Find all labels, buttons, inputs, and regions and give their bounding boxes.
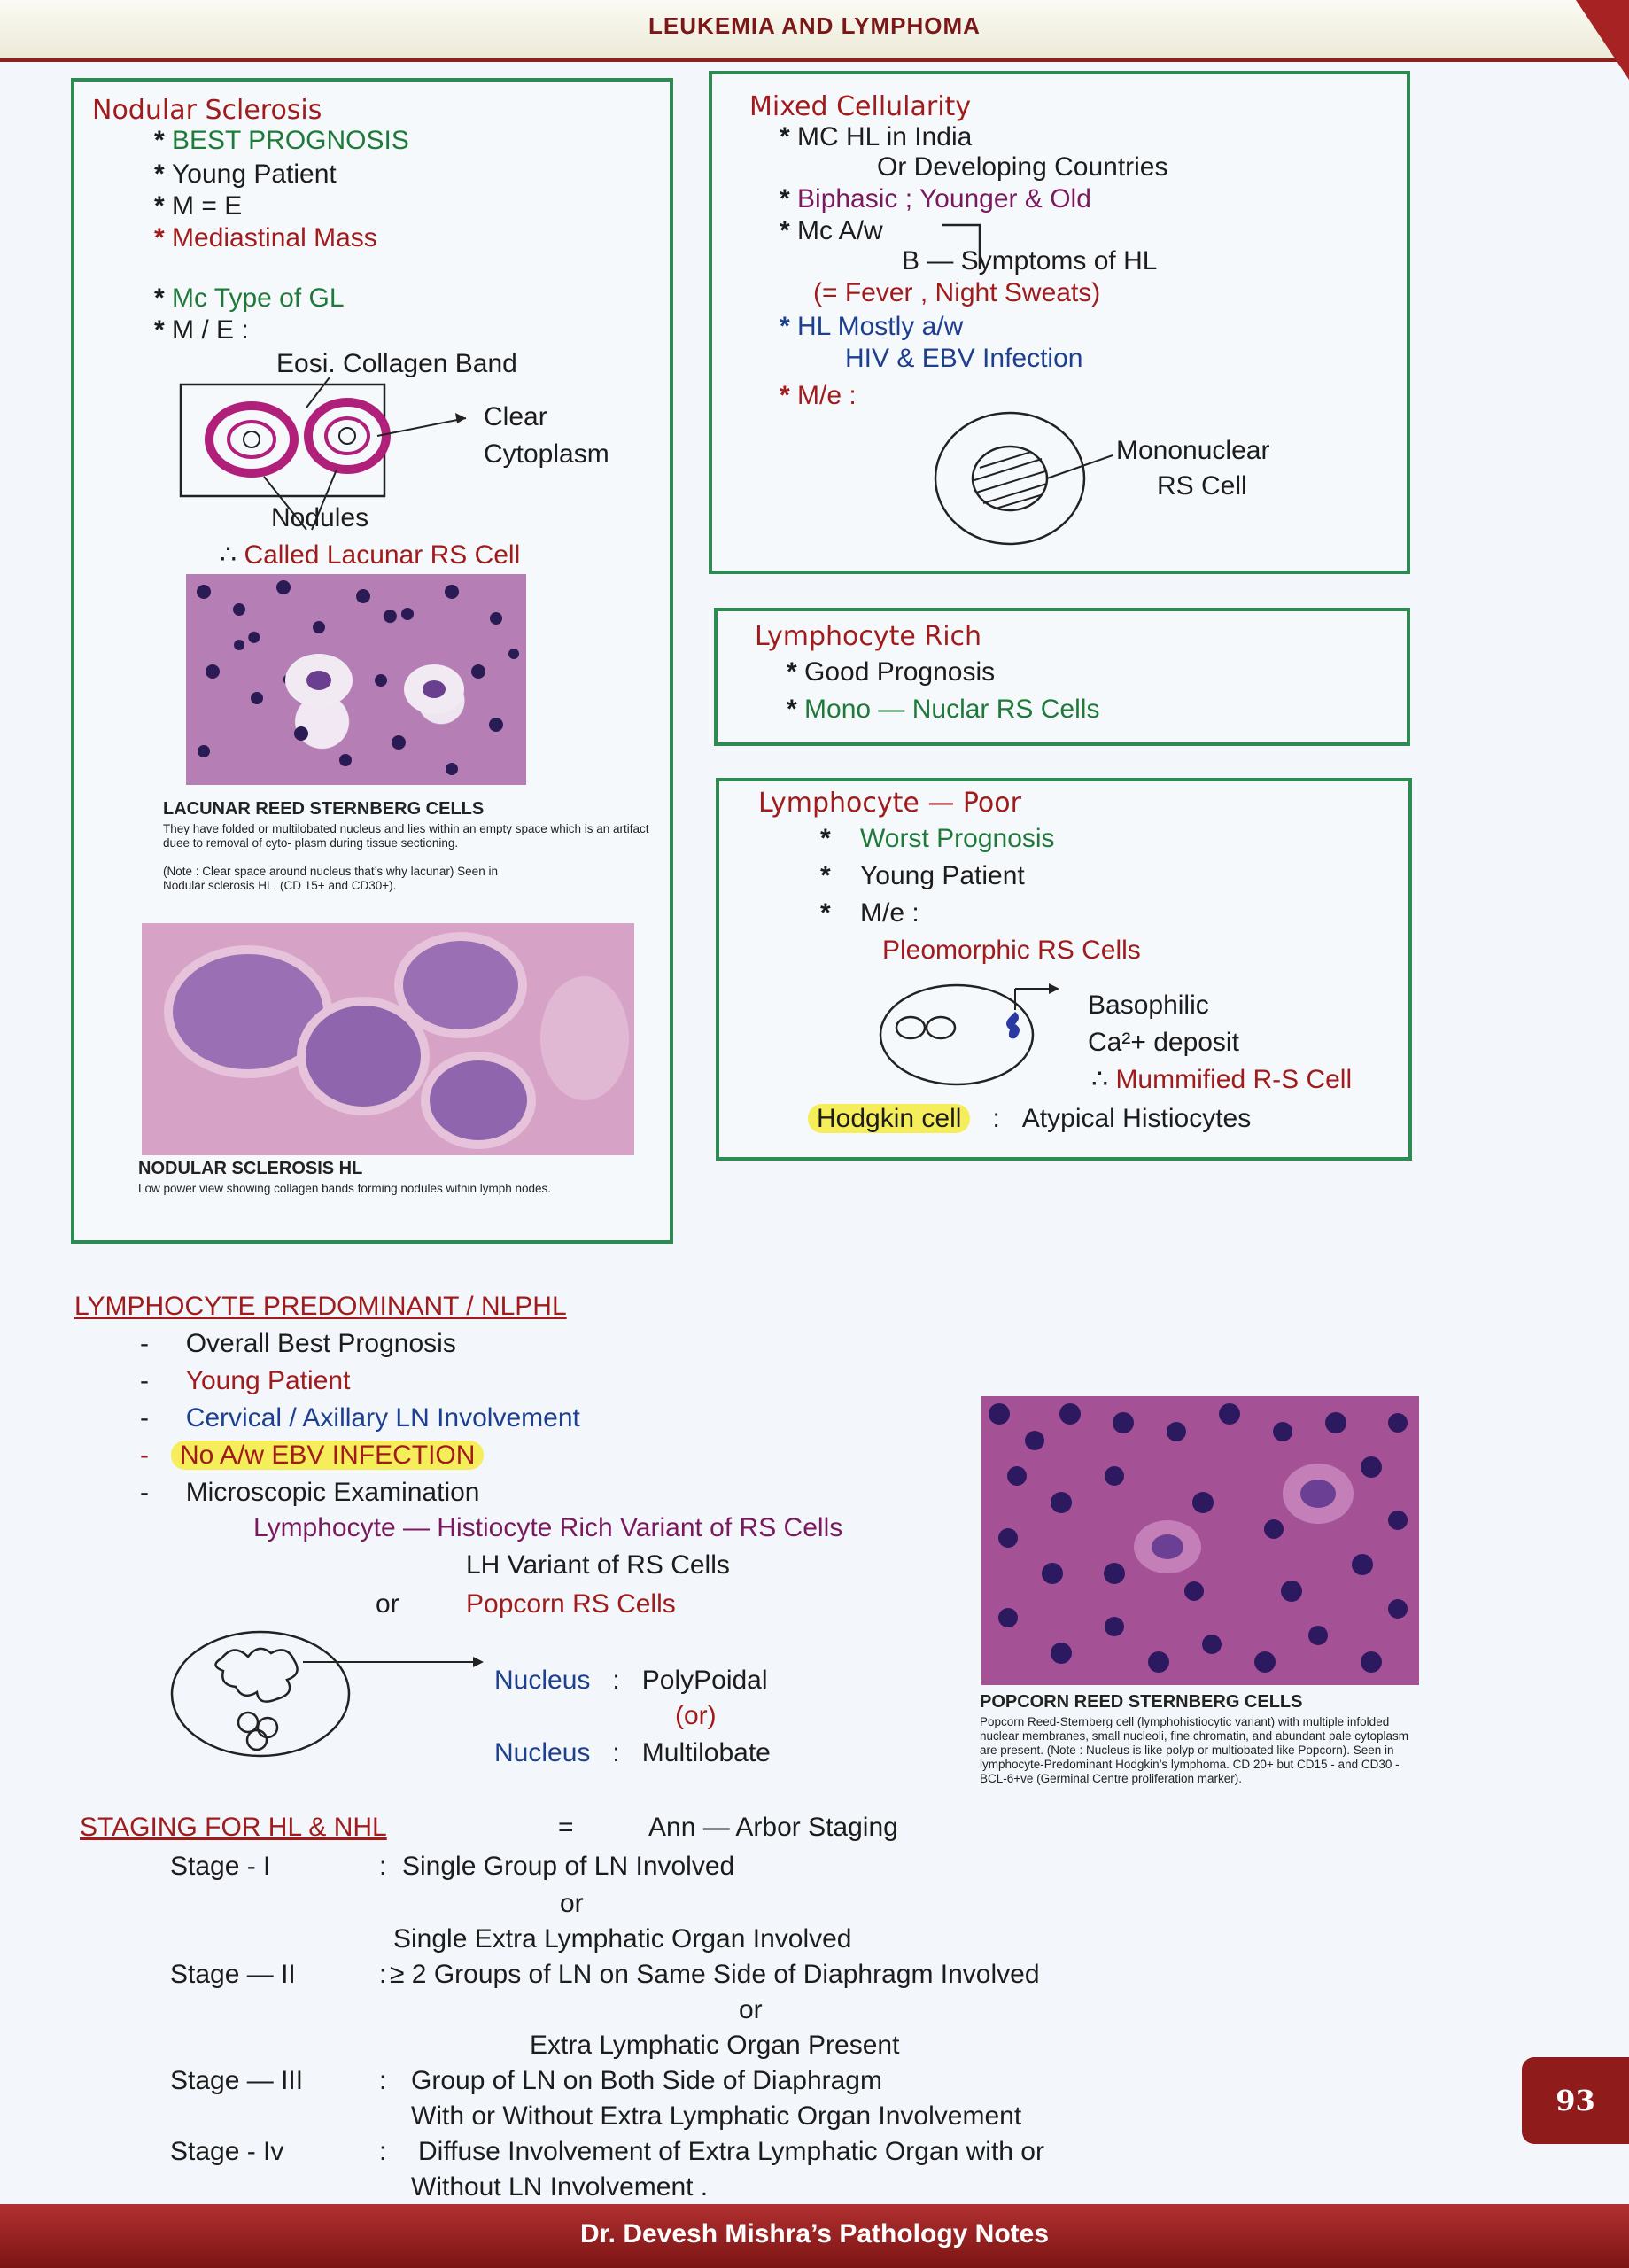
or-paren: (or) — [675, 1701, 717, 1730]
called-lacunar: ∴ Called Lacunar RS Cell — [220, 540, 521, 570]
mononuclear-label: Mononuclear — [1116, 436, 1270, 465]
stage-colon: : — [379, 2066, 387, 2095]
fig-lacunar-note: (Note : Clear space around nucleus that’s why lacunar) Seen in Nodular sclerosis HL. (CD 15+ and CD30+). — [163, 865, 498, 892]
mixed-title: Mixed Cellularity — [749, 91, 972, 122]
mummified-label: ∴ Mummified R-S Cell — [1091, 1065, 1353, 1094]
nlphl-item: - No A/w EBV INFECTION — [140, 1439, 484, 1472]
nodular-point: * M / E : — [154, 315, 249, 345]
diagram-label-nodules: Nodules — [271, 503, 369, 532]
stage-4-label: Stage - Iv — [170, 2137, 284, 2166]
fig-nodular-title: NODULAR SCLEROSIS HL — [138, 1159, 363, 1178]
page-header-title: LEUKEMIA AND LYMPHOMA — [648, 12, 981, 39]
fig-lacunar-text: They have folded or multilobated nucleus and lies within an empty space which is an artifact duee to removal of cyto- plasm during tissue sectioning. — [163, 822, 649, 850]
stage-4-text-a: Diffuse Involvement of Extra Lymphatic Organ with or — [418, 2137, 1044, 2166]
stage-4-text-b: Without LN Involvement . — [411, 2172, 709, 2202]
nlphl-item: - Microscopic Examination — [140, 1478, 480, 1507]
diagram-label-collagen: Eosi. Collagen Band — [276, 349, 517, 378]
nlphl-item: - Overall Best Prognosis — [140, 1329, 456, 1358]
mixed-line: * HL Mostly a/w — [780, 312, 964, 341]
page-number-badge: 93 — [1522, 2057, 1629, 2144]
corner-decoration — [1576, 0, 1629, 80]
basophilic-label: Basophilic — [1088, 990, 1209, 1020]
popcorn-micrograph-image — [981, 1396, 1419, 1685]
nodular-point: * Mediastinal Mass — [154, 223, 377, 252]
stage-or: or — [560, 1889, 584, 1918]
nlphl-item: - Young Patient — [140, 1366, 351, 1395]
pleomorphic-label: Pleomorphic RS Cells — [882, 936, 1141, 965]
nucleus-multilobate-row: Nucleus : Multilobate — [494, 1738, 771, 1767]
lpoor-point: * Young Patient — [820, 861, 1025, 890]
lh-variant-title: Lymphocyte — Histiocyte Rich Variant of RS Cells — [253, 1513, 843, 1542]
popcorn-label: Popcorn RS Cells — [466, 1589, 676, 1619]
ann-arbor: Ann — Arbor Staging — [648, 1813, 898, 1842]
stage-3-text-a: Group of LN on Both Side of Diaphragm — [411, 2066, 882, 2095]
lpoor-title: Lymphocyte — Poor — [758, 788, 1021, 819]
stage-2-label: Stage — II — [170, 1960, 296, 1989]
mixed-line: * MC HL in India — [780, 122, 973, 151]
lh-variant: LH Variant of RS Cells — [466, 1550, 730, 1580]
nodular-point: * M = E — [154, 191, 243, 221]
stage-1-text-a: Single Group of LN Involved — [402, 1852, 735, 1881]
mixed-line: (= Fever , Night Sweats) — [813, 278, 1101, 307]
lacunar-micrograph-image — [186, 574, 526, 785]
mixed-line: B — Symptoms of HL — [902, 246, 1158, 276]
fig-popcorn-title: POPCORN REED STERNBERG CELLS — [980, 1692, 1303, 1712]
stage-3-label: Stage — III — [170, 2066, 304, 2095]
or-text: or — [376, 1589, 399, 1619]
mixed-line: HIV & EBV Infection — [845, 344, 1083, 373]
nodular-point: * Mc Type of GL — [154, 284, 345, 313]
nodular-title: Nodular Sclerosis — [92, 95, 322, 126]
stage-3-text-b: With or Without Extra Lymphatic Organ Involvement — [411, 2101, 1022, 2131]
staging-title: STAGING FOR HL & NHL — [80, 1813, 387, 1842]
nodular-point: * Young Patient — [154, 159, 337, 189]
ca-deposit-label: Ca²+ deposit — [1088, 1028, 1239, 1057]
nucleus-polypoidal-row: Nucleus : PolyPoidal — [494, 1666, 768, 1695]
rs-cell-label: RS Cell — [1157, 471, 1247, 501]
staging-equals: = — [558, 1813, 574, 1842]
mixed-line: * Biphasic ; Younger & Old — [780, 184, 1091, 214]
stage-colon: : — [379, 2137, 387, 2166]
fig-lacunar-title: LACUNAR REED STERNBERG CELLS — [163, 799, 485, 819]
lpoor-point: * M/e : — [820, 898, 919, 928]
mixed-line: * Mc A/w — [780, 216, 883, 245]
nlphl-item: - Cervical / Axillary LN Involvement — [140, 1403, 580, 1433]
lrich-title: Lymphocyte Rich — [755, 621, 982, 652]
stage-or: or — [739, 1995, 763, 2024]
fig-nodular-text: Low power view showing collagen bands forming nodules within lymph nodes. — [138, 1182, 552, 1195]
stage-2-text-b: Extra Lymphatic Organ Present — [530, 2031, 900, 2060]
lpoor-point: * Worst Prognosis — [820, 824, 1055, 853]
stage-2-text-a: ≥ 2 Groups of LN on Same Side of Diaphragm Involved — [390, 1960, 1040, 1989]
popcorn-cell-diagram — [163, 1623, 517, 1765]
diagram-label-clear: Clear — [484, 402, 547, 431]
lrich-point: * Good Prognosis — [787, 657, 996, 687]
stage-1-label: Stage - I — [170, 1852, 271, 1881]
mononuclear-cell-diagram — [918, 402, 1130, 562]
lrich-point: * Mono — Nuclar RS Cells — [787, 695, 1100, 724]
mixed-line: Or Developing Countries — [877, 152, 1168, 182]
diagram-label-cytoplasm: Cytoplasm — [484, 439, 609, 469]
stage-colon: : — [379, 1852, 387, 1881]
hodgkin-cell-row: Hodgkin cell : Atypical Histiocytes — [808, 1102, 1251, 1136]
pleomorphic-cell-diagram — [859, 975, 1072, 1099]
stage-colon: : — [379, 1960, 387, 1989]
mixed-line: * M/e : — [780, 381, 857, 410]
footer-text: Dr. Devesh Mishra’s Pathology Notes — [579, 2219, 1050, 2249]
stage-1-text-b: Single Extra Lymphatic Organ Involved — [393, 1924, 852, 1953]
nodular-point: * BEST PROGNOSIS — [154, 126, 409, 155]
nodular-sclerosis-micrograph-image — [142, 923, 634, 1155]
fig-popcorn-text: Popcorn Reed-Sternberg cell (lymphohistiocytic variant) with multiple infolded nuclear membranes, small nucleoli, fine chromatin, and abundant pale cytoplasm are present. (Note : Nucleus is like polyp or multiobated like Popcorn). Seen in lymphocyte-Predominant Hodgkin’s lymphoma. CD 20+ but CD15 - and CD30 - BCL-6+ve (Germinal Centre proliferation marker). — [980, 1715, 1409, 1785]
nlphl-title: LYMPHOCYTE PREDOMINANT / NLPHL — [74, 1292, 567, 1321]
